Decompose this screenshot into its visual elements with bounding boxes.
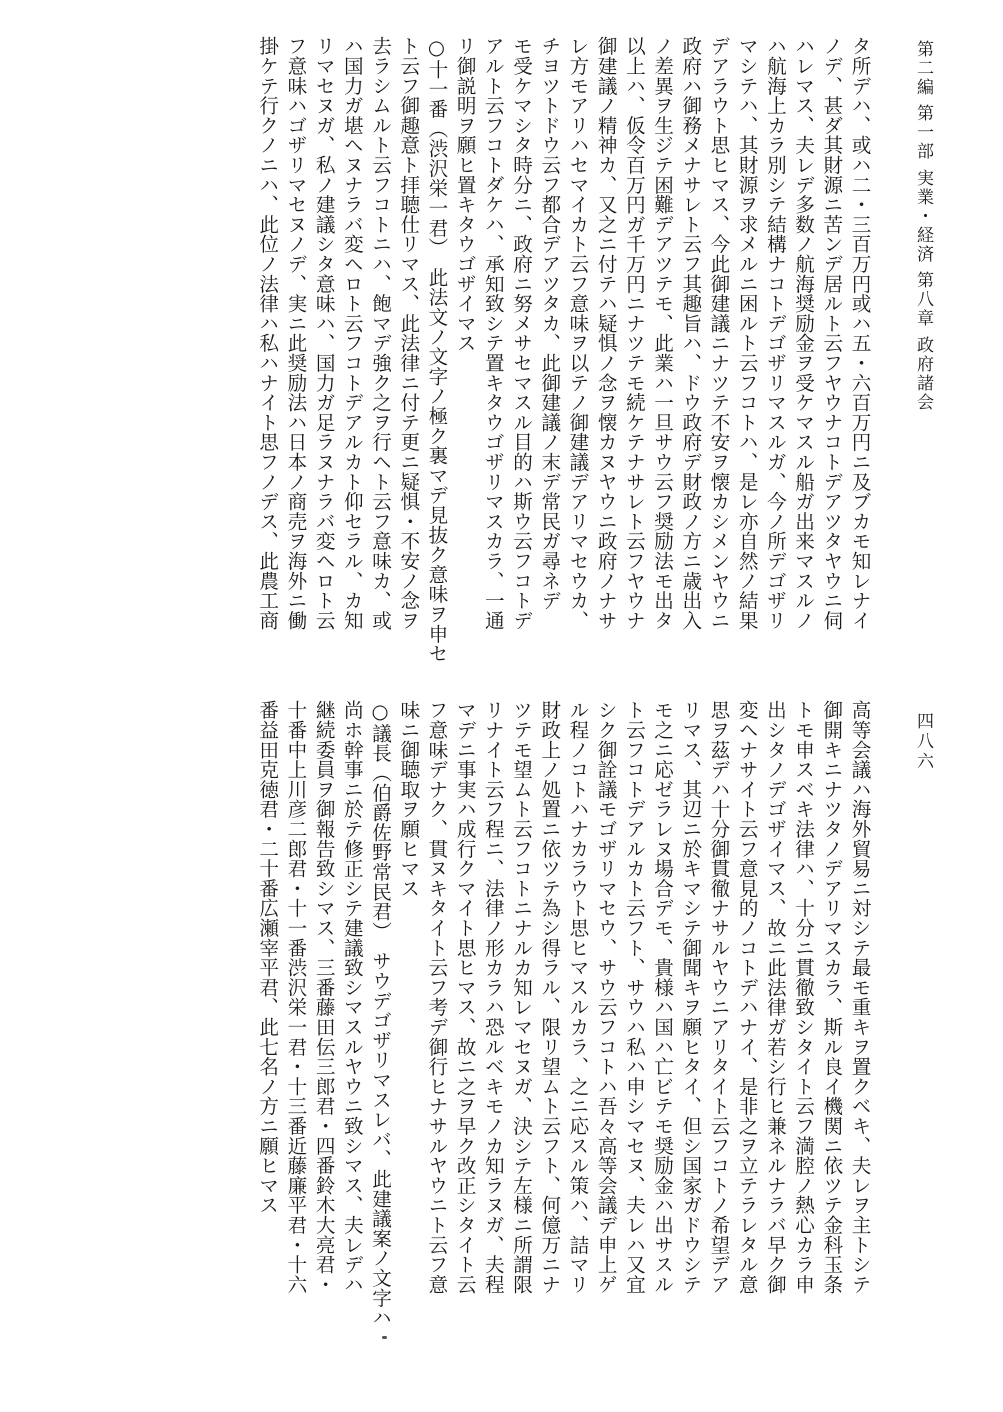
text-column: 変ヘナサイト云フ意見的ノコトデハナイ、是非之ヲ立テラレタル意 xyxy=(735,700,759,1294)
text-column: タ所デハ、或ハ二・三百万円或ハ五・六百万円ニ及ブカモ知レナイ xyxy=(848,36,871,630)
text-column: 御開キニナツタノデアリマスカラ、斯ル良イ機関ニ依ツテ金科玉条 xyxy=(819,700,843,1294)
text-column: 出シタノデゴザイマス、故ニ此法律ガ若シ行ヒ兼ネルナラバ早ク御 xyxy=(763,700,787,1294)
text-column: ハ航海上カラ別シテ結構ナコトデゴザリマスルガ、今ノ所デゴザリ xyxy=(763,36,787,630)
text-column: モ受ケマシタ時分ニ、政府ニ努メサセマスル目的ハ斯ウ云フコトデ xyxy=(509,36,533,630)
text-column: 継続委員ヲ御報告致シマス、三番藤田伝三郎君・四番鈴木大亮君・ xyxy=(312,700,336,1294)
text-column: 尚ホ幹事ニ於テ修正シテ建議致シマスルヤウニ致シマス、夫レデハ xyxy=(340,700,364,1294)
header-section: 第一部 xyxy=(913,104,933,162)
text-column: 去ラシムルト云フコトニハ、飽マデ強ク之ヲ行ヘト云フ意味カ、或 xyxy=(368,36,392,630)
text-column: ツテモ望ムト云フコトニナルカ知レマセヌガ、決シテ左様ニ所謂限 xyxy=(509,700,533,1294)
text-column: デアラウト思ヒマス、今此御建議ニナツテ不安ヲ懐カシメンヤウニ xyxy=(706,36,730,630)
speaker-column: ○十一番（渋沢栄一君） 此法文ノ文字ノ極ク裏マデ見抜ク意味ヲ申セ xyxy=(424,36,448,664)
text-column: 政府ハ御務メナサレト云フ其趣旨ハ、ドウ政府デ財政ノ方ニ歳出入 xyxy=(678,36,702,630)
header-chapter-title: 政府諸会 xyxy=(913,335,933,412)
text-column: マシテハ、其財源ヲ求メルニ困ルト云フコトハ、是レ亦自然ノ結果 xyxy=(735,36,759,630)
running-header xyxy=(892,40,931,412)
text-column: ハ国力ガ堪ヘヌナラバ変ヘロト云フコトデアルカト仰セラル、カ知 xyxy=(340,36,364,630)
upper-text-block xyxy=(253,36,873,676)
text-column: 十番中上川彦二郎君・十一番渋沢栄一君・十三番近藤廉平君・十六 xyxy=(283,700,307,1294)
text-column: ノ差異ヲ生ジテ困難デアツテモ、此業ハ一旦サウ云フ奨励法モ出タ xyxy=(650,36,674,630)
text-column: リマセヌガ、私ノ建議シタ意味ハ、国力ガ足ラヌナラバ変ヘロト云 xyxy=(312,36,336,630)
text-column: ル程ノコトハナカラウト思ヒマスルカラ、之ニ応スル策ハ、詰マリ xyxy=(565,700,589,1294)
header-chapter: 第八章 xyxy=(913,271,933,329)
text-column: アルト云フコトダケハ、承知致シテ置キタウゴザリマスカラ、一通 xyxy=(481,36,505,630)
text-column: レ方モアリハセマイカト云フ意味ヲ以テノ御建議デアリマセウカ、 xyxy=(565,36,589,630)
text-column: ト云フコトデアルカト云フト、サウハ私ハ申シマセヌ、夫レハ又宜 xyxy=(622,700,646,1294)
header-subject: 実業・経済 xyxy=(913,168,933,264)
text-column: 高等会議ハ海外貿易ニ対シテ最モ重キヲ置クベキ、夫レヲ主トシテ xyxy=(848,700,871,1294)
text-column: フ意味ハゴザリマセヌノデ、実ニ此奨励法ハ日本ノ商売ヲ海外ニ働 xyxy=(283,36,307,630)
text-column: フ意味デナク、貫ヌキタイト云フ考デ御行ヒナサルヤウニト云フ意 xyxy=(424,700,448,1294)
text-column: 番益田克徳君・二十番広瀬宰平君、此七名ノ方ニ願ヒマス xyxy=(255,700,279,1215)
text-column: リ御説明ヲ願ヒ置キタウゴザイマス xyxy=(453,36,477,353)
text-column: チヨツトドウ云フ都合デアツタカ、此御建議ノ末デ常民ガ尋ネデ xyxy=(537,36,561,611)
text-column: 御建議ノ精神カ、又之ニ付テハ疑惧ノ念ヲ懐カヌヤウニ政府ノナサ xyxy=(594,36,618,630)
text-column: マデニ事実ハ成行クマイト思ヒマス、故ニ之ヲ早ク改正シタイト云 xyxy=(453,700,477,1294)
text-column: 掛ケテ行クノニハ、此位ノ法律ハ私ハナイト思フノデス、此農工商 xyxy=(255,36,279,630)
text-column: ノデ、甚ダ其財源ニ苦ンデ居ルト云フヤウナコトデアツタヤウニ伺 xyxy=(819,36,843,630)
text-column: 思ヲ茲デハ十分御貫徹ナサルヤウニアリタイト云フコトノ希望デア xyxy=(706,700,730,1294)
text-column: ハレマス、夫レデ多数ノ航海奨励金ヲ受ケマスル船ガ出来マスルノ xyxy=(791,36,815,630)
lower-text-block xyxy=(253,700,873,1340)
text-column: ト云フ御趣意ト拝聴仕リマス、此法律ニ付テ更ニ疑惧・不安ノ念ヲ xyxy=(396,36,420,630)
text-column: シク御詮議モゴザリマセウ、サウ云フコトハ吾々高等会議デ申上ゲ xyxy=(594,700,618,1294)
text-column: トモ申スベキ法律ハ、十分ニ貫徹致シタイト云フ満腔ノ熱心カラ申 xyxy=(791,700,815,1294)
page-number: 四八六 xyxy=(913,712,933,772)
text-column: リナイト云フ程ニ、法律ノ形カラハ恐ルベキモノカ知ラヌガ、夫程 xyxy=(481,700,505,1294)
text-column: モ之ニ応ゼラレヌ場合デモ、貴様ハ国ハ亡ビテモ奨励金ハ出サスル xyxy=(650,700,674,1294)
text-column: リマス、其辺ニ於キマシテ御聞キヲ願ヒタイ、但シ国家ガドウシテ xyxy=(678,700,702,1294)
speaker-column: ○議長（伯爵佐野常民君） サウデゴザリマスレバ、此建議案ノ文字ハ xyxy=(368,700,392,1328)
text-column: 財政上ノ処置ニ依ツテ為シ得ラル、限リ望ムト云フト、何億万ニナ xyxy=(537,700,561,1294)
text-column: 味ニ御聴取ヲ願ヒマス xyxy=(396,700,420,898)
text-column: 以上ハ、仮令百万円ガ千万円ニナツテモ続ケテナサレト云フヤウナ xyxy=(622,36,646,630)
stray-ink-mark xyxy=(382,1336,387,1339)
header-part: 第二編 xyxy=(913,40,933,97)
